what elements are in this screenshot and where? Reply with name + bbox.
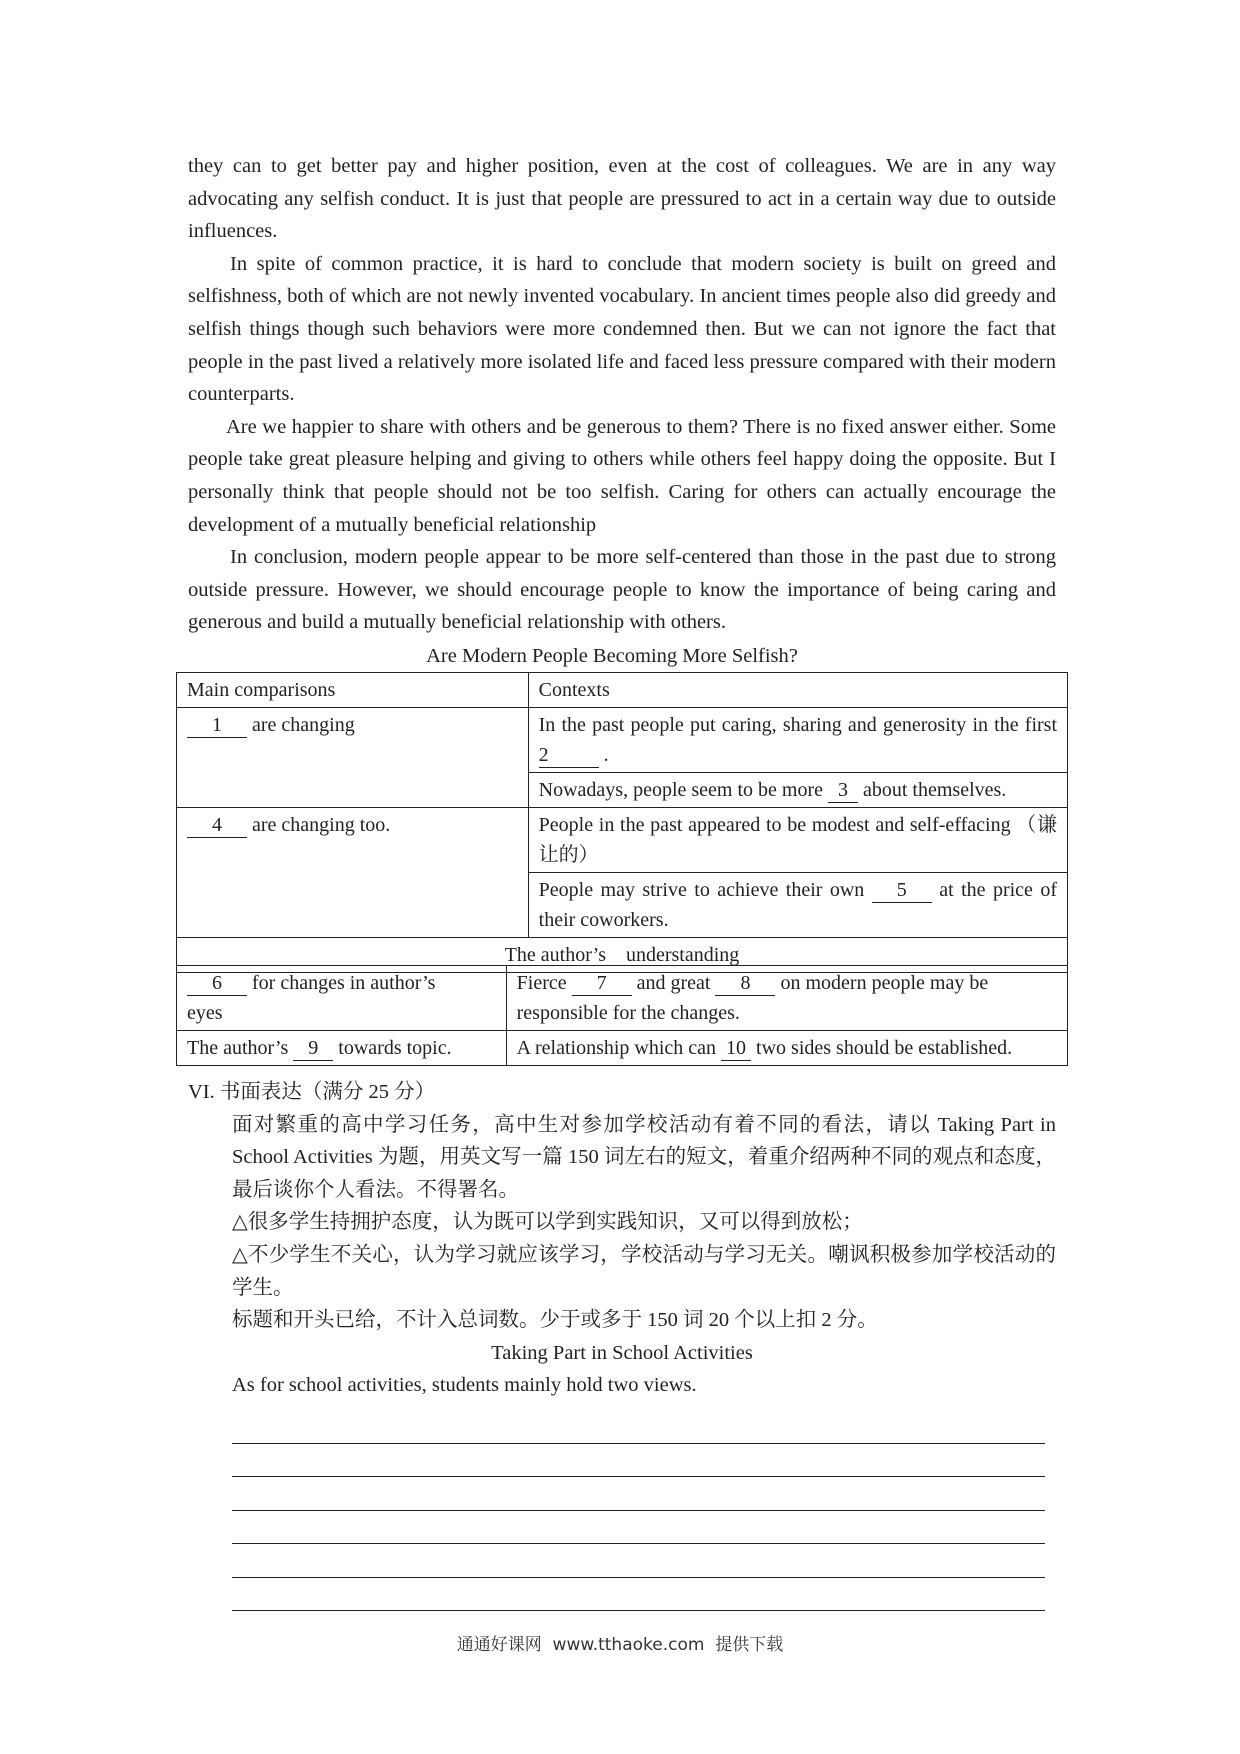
blank-1[interactable]: 1 <box>187 713 247 738</box>
author-context-1 <box>506 966 1067 1031</box>
comparison-cell-2 <box>177 808 529 938</box>
passage-paragraph-3: Are we happier to share with others and be generous to them? There is no fixed answer either. Some people take great pleasure helping and giving to others while others feel happy doing the opposite. But I personally think that people should not be too selfish. Caring for others can actually encourage the development of a mutually beneficial relationship <box>188 415 1056 536</box>
author-text-1a: for changes in author’s <box>252 972 436 994</box>
author-table <box>176 965 1068 1066</box>
answer-line[interactable] <box>232 1544 1045 1578</box>
passage-paragraph-1: they can to get better pay and higher position, even at the cost of colleagues. We are in any way advocating any selfish conduct. It is just that people are pressured to act in a certain way due to outside influences. <box>188 155 1056 243</box>
answer-line[interactable] <box>232 1578 1045 1612</box>
author-context-2a: A relationship which can <box>516 1037 717 1059</box>
blank-2[interactable]: 2 <box>539 743 599 768</box>
writing-topic-title: Taking Part in School Activities <box>491 1341 753 1364</box>
author-context-1a: Fierce <box>516 972 567 994</box>
table-row <box>177 1031 1068 1066</box>
context-text-1b: Nowadays, people seem to be more <box>538 779 823 801</box>
author-text-2a: The author’s <box>187 1037 289 1059</box>
answer-line[interactable] <box>232 1477 1045 1511</box>
author-cell-2 <box>177 1031 507 1066</box>
context-cell-1a <box>528 708 1067 773</box>
table-header-row <box>177 673 1068 708</box>
writing-opening-sentence: As for school activities, students mainly hold two views. <box>232 1374 697 1397</box>
passage-paragraph-4: In conclusion, modern people appear to be more self-centered than those in the past due to strong outside pressure. However, we should encourage people to know the importance of being caring and generous and build a mutually beneficial relationship with others. <box>188 546 1056 634</box>
answer-lines[interactable] <box>232 1410 1045 1611</box>
writing-heading: VI. 书面表达（满分 25 分） <box>188 1081 436 1103</box>
context-text-1a: In the past people put caring, sharing and generosity in the first <box>538 714 1057 736</box>
context-text-2b: People may strive to achieve their own <box>538 879 865 901</box>
author-context-2b: two sides should be established. <box>756 1037 1013 1059</box>
author-text-1b: eyes <box>187 1002 223 1024</box>
writing-section <box>188 1076 1056 1402</box>
writing-prompt-2: △很多学生持拥护态度，认为既可以学到实践知识，又可以得到放松； <box>232 1211 863 1234</box>
passage-paragraph-2: In spite of common practice, it is hard to conclude that modern society is built on greed and selfishness, both of which are not newly invented vocabulary. In ancient times people also did greedy and selfish things though such behaviors were more condemned then. But we can not ignore the fact that people in the past lived a relatively more isolated life and faced less pressure compared with their modern counterparts. <box>188 252 1056 406</box>
context-cell-2b <box>528 873 1067 938</box>
author-understanding-header: The author’s understanding <box>177 938 1068 973</box>
header-contexts: Contexts <box>528 673 1067 708</box>
author-text-2b: towards topic. <box>338 1037 452 1059</box>
answer-line[interactable] <box>232 1410 1045 1444</box>
writing-prompt-4: 标题和开头已给，不计入总词数。少于或多于 150 词 20 个以上扣 2 分。 <box>232 1309 878 1332</box>
author-context-1b: and great <box>636 972 711 994</box>
blank-8[interactable]: 8 <box>715 971 775 996</box>
reading-passage <box>188 150 1056 639</box>
blank-10[interactable]: 10 <box>721 1036 751 1061</box>
blank-6[interactable]: 6 <box>187 971 247 996</box>
blank-7[interactable]: 7 <box>572 971 632 996</box>
table-row <box>177 966 1068 1031</box>
blank-4[interactable]: 4 <box>187 813 247 838</box>
table-row <box>177 808 1068 873</box>
table-row <box>177 708 1068 773</box>
blank-5[interactable]: 5 <box>872 878 932 903</box>
blank-9[interactable]: 9 <box>293 1036 333 1061</box>
comparison-text-1: are changing <box>252 714 355 736</box>
author-context-1d: responsible for the changes. <box>516 1002 740 1024</box>
comparison-text-2: are changing too. <box>252 814 391 836</box>
writing-prompt-3: △不少学生不关心，认为学习就应该学习，学校活动与学习无关。嘲讽积极参加学校活动的学生。 <box>232 1243 1056 1299</box>
author-context-2 <box>506 1031 1067 1066</box>
writing-prompt-1: 面对繁重的高中学习任务，高中生对参加学校活动有着不同的看法，请以 Taking Part in School Activities 为题，用英文写一篇 150 词左右的短文，着重介绍两种不同的观点和态度，最后谈你个人看法。不得署名。 <box>232 1113 1056 1201</box>
context-text-2b-end: at the price of their coworkers. <box>538 879 1058 931</box>
summary-table <box>176 672 1068 973</box>
answer-line[interactable] <box>232 1444 1045 1478</box>
footer-watermark: 通通好课网 www.tthaoke.com 提供下载 <box>456 1635 784 1655</box>
table-title: Are Modern People Becoming More Selfish? <box>426 645 798 667</box>
author-context-1c: on modern people may be <box>780 972 989 994</box>
header-main-comparisons: Main comparisons <box>177 673 529 708</box>
context-text-1b-end: about themselves. <box>863 779 1007 801</box>
context-cell-2a: People in the past appeared to be modest and self-effacing （谦让的） <box>528 808 1067 873</box>
context-cell-1b <box>528 773 1067 808</box>
comparison-cell-1 <box>177 708 529 808</box>
author-cell-1 <box>177 966 507 1031</box>
blank-3[interactable]: 3 <box>828 778 858 803</box>
answer-line[interactable] <box>232 1511 1045 1545</box>
context-end-1a: . <box>603 744 609 766</box>
